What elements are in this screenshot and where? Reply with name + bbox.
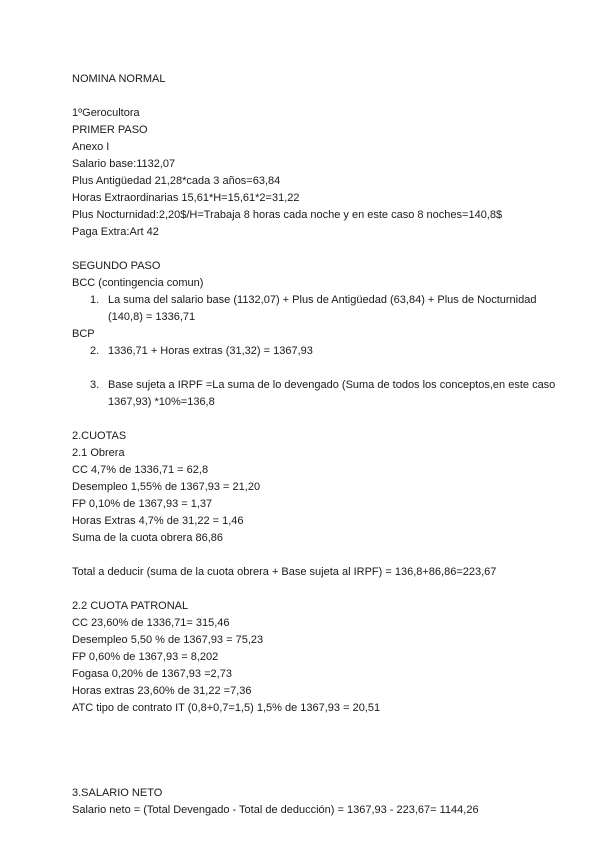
- worker-quota-line: CC 4,7% de 1336,71 = 62,8: [72, 464, 209, 476]
- list-number: 2.: [90, 345, 100, 357]
- list-item: [72, 377, 572, 411]
- extra-pay-line: Paga Extra:Art 42: [72, 226, 159, 238]
- document-title: NOMINA NORMAL: [72, 73, 166, 85]
- list-text: 1336,71 + Horas extras (31,32) = 1367,93: [108, 345, 313, 357]
- seniority-line: Plus Antigüedad 21,28*cada 3 años=63,84: [72, 175, 281, 187]
- step1-heading: PRIMER PASO: [72, 124, 148, 136]
- worker-quota-total: Suma de la cuota obrera 86,86: [72, 532, 224, 544]
- employer-quota-line: Fogasa 0,20% de 1367,93 =2,73: [72, 668, 232, 680]
- worker-quota-line: FP 0,10% de 1367,93 = 1,37: [72, 498, 213, 510]
- list-text: Base sujeta a IRPF =La suma de lo devengado (Suma de todos los conceptos,en este caso 1367,93) *10%=136,8: [108, 379, 556, 408]
- employer-quota-line: Horas extras 23,60% de 31,22 =7,36: [72, 685, 252, 697]
- step2-heading: SEGUNDO PASO: [72, 260, 161, 272]
- worker-category: 1ºGerocultora: [72, 107, 140, 119]
- annex-line: Anexo I: [72, 141, 110, 153]
- net-salary-formula: Salario neto = (Total Devengado - Total de deducción) = 1367,93 - 223,67= 1144,26: [72, 804, 479, 816]
- bcc-heading: BCC (contingencia comun): [72, 277, 204, 289]
- net-salary-heading: 3.SALARIO NETO: [72, 787, 163, 799]
- employer-quota-line: Desempleo 5,50 % de 1367,93 = 75,23: [72, 634, 264, 646]
- spacer: [72, 581, 572, 598]
- worker-quota-heading: 2.1 Obrera: [72, 447, 125, 459]
- worker-quota-line: Horas Extras 4,7% de 31,22 = 1,46: [72, 515, 244, 527]
- list-number: 1.: [90, 294, 100, 306]
- bcp-heading: BCP: [72, 328, 95, 340]
- list-item: [72, 292, 572, 326]
- overtime-line: Horas Extraordinarias 15,61*H=15,61*2=31,22: [72, 192, 300, 204]
- base-salary-line: Salario base:1132,07: [72, 158, 176, 170]
- employer-quota-line: FP 0,60% de 1367,93 = 8,202: [72, 651, 219, 663]
- spacer: [72, 241, 572, 258]
- worker-quota-line: Desempleo 1,55% de 1367,93 = 21,20: [72, 481, 261, 493]
- list-text: La suma del salario base (1132,07) + Plus de Antigüedad (63,84) + Plus de Nocturnidad (140,8) = 1336,71: [108, 294, 537, 323]
- list-item: [72, 343, 572, 360]
- total-deduction-line: Total a deducir (suma de la cuota obrera + Base sujeta al IRPF) = 136,8+86,86=223,67: [72, 566, 497, 578]
- spacer: [72, 360, 572, 377]
- document-page: [72, 71, 572, 819]
- night-bonus-line: Plus Nocturnidad:2,20$/H=Trabaja 8 horas cada noche y en este caso 8 noches=140,8$: [72, 209, 503, 221]
- quotas-heading: 2.CUOTAS: [72, 430, 127, 442]
- list-number: 3.: [90, 379, 100, 391]
- spacer: [72, 717, 572, 785]
- employer-quota-heading: 2.2 CUOTA PATRONAL: [72, 600, 189, 612]
- spacer: [72, 411, 572, 428]
- spacer: [72, 88, 572, 105]
- employer-quota-line: CC 23,60% de 1336,71= 315,46: [72, 617, 230, 629]
- employer-quota-line: ATC tipo de contrato IT (0,8+0,7=1,5) 1,5% de 1367,93 = 20,51: [72, 702, 381, 714]
- spacer: [72, 547, 572, 564]
